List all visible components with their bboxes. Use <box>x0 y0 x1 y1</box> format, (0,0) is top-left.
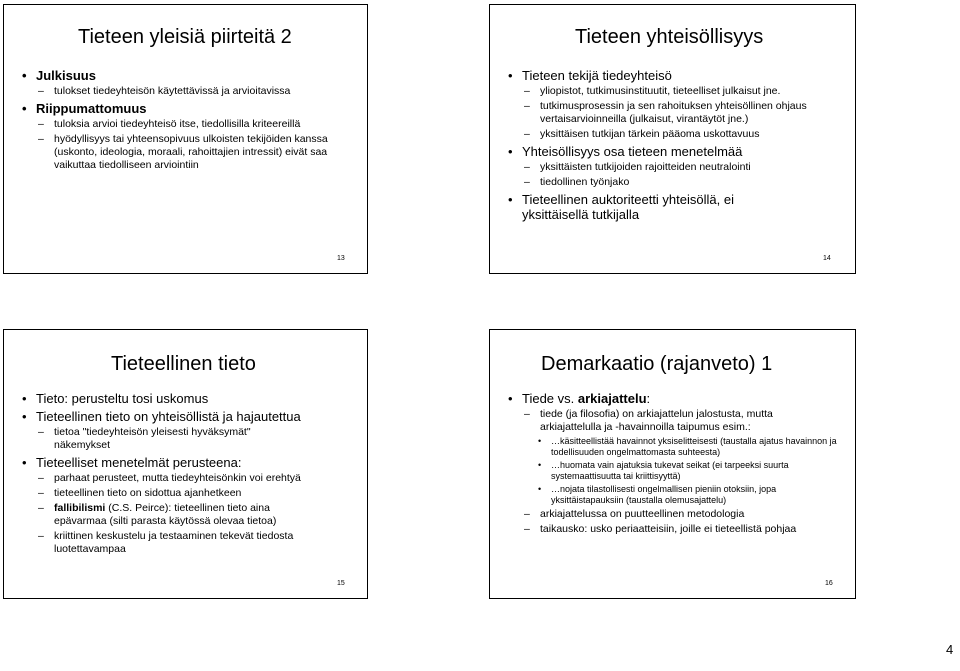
list-item: • …käsitteellistää havainnot yksiselitteisesti (taustalla ajatus havainnon ja todellisuuden ongelmattomasta suhteesta) <box>538 436 837 457</box>
dash-icon: – <box>524 85 530 97</box>
list-item: – parhaat perusteet, mutta tiedeyhteisönkin voi erehtyä <box>38 472 301 484</box>
dash-icon: – <box>524 161 530 173</box>
bullet-icon: • <box>22 409 27 424</box>
list-item: • Tieteellinen auktoriteetti yhteisöllä, ei yksittäisellä tutkijalla <box>508 192 734 222</box>
dash-icon: – <box>524 128 530 140</box>
dash-icon: – <box>38 487 44 499</box>
slide-number: 14 <box>823 255 831 262</box>
bullet-icon: • <box>22 391 27 406</box>
dash-icon: – <box>38 85 44 97</box>
bullet-icon: • <box>538 436 542 446</box>
dash-icon: – <box>38 530 44 542</box>
list-item: – tiede (ja filosofia) on arkiajattelun jalostusta, mutta arkiajattelulla ja -havainnoilla taipumus esim.: <box>524 408 773 433</box>
slide-body <box>508 388 843 536</box>
list-item: – fallibilismi (C.S. Peirce): tieteellinen tieto aina epävarmaa (silti parasta käytössä olevaa tietoa) <box>38 502 277 527</box>
list-item: • Julkisuus <box>22 68 96 83</box>
list-item: • Yhteisöllisyys osa tieteen menetelmää <box>508 144 743 159</box>
slide-title: Tieteellinen tieto <box>111 353 256 375</box>
bullet-icon: • <box>508 391 513 406</box>
slide-title: Demarkaatio (rajanveto) 1 <box>541 353 773 375</box>
slide-body <box>22 65 352 172</box>
list-item: • Tiede vs. arkiajattelu: <box>508 391 651 406</box>
bullet-icon: • <box>22 68 27 83</box>
dash-icon: – <box>38 426 44 438</box>
list-item: – tiedollinen työnjako <box>524 176 630 188</box>
dash-icon: – <box>524 176 530 188</box>
list-item: – yksittäisten tutkijoiden rajoitteiden neutralointi <box>524 161 751 173</box>
list-item: – tietoa "tiedeyhteisön yleisesti hyväksymät" näkemykset <box>38 426 251 451</box>
list-item: – arkiajattelussa on puutteellinen metodologia <box>524 508 745 520</box>
bullet-icon: • <box>538 484 542 494</box>
bullet-icon: • <box>508 144 513 159</box>
list-item: • Riippumattomuus <box>22 101 147 116</box>
bullet-icon: • <box>538 460 542 470</box>
dash-icon: – <box>38 133 44 145</box>
bullet-icon: • <box>22 455 27 470</box>
dash-icon: – <box>38 502 44 514</box>
slide-13 <box>3 4 368 274</box>
dash-icon: – <box>524 508 530 520</box>
dash-icon: – <box>38 118 44 130</box>
slide-title: Tieteen yhteisöllisyys <box>575 26 764 48</box>
slide-16 <box>489 329 856 599</box>
list-item: – tulokset tiedeyhteisön käytettävissä ja arvioitavissa <box>38 85 291 97</box>
list-item: – kriittinen keskustelu ja testaaminen tekevät tiedosta luotettavampaa <box>38 530 294 555</box>
slide-body <box>508 65 843 222</box>
list-item: – tieteellinen tieto on sidottua ajanhetkeen <box>38 487 242 499</box>
slide-15 <box>3 329 368 599</box>
list-item: • Tieto: perusteltu tosi uskomus <box>22 391 209 406</box>
list-item: • …nojata tilastollisesti ongelmallisen pieniin otoksiin, jopa yksittäistapauksiin (taustalla olemusajattelu) <box>538 484 777 505</box>
list-item: • …huomata vain ajatuksia tukevat seikat (ei tarpeeksi suurta systemaattisuutta tai kriittisyyttä) <box>538 460 789 481</box>
slide-number: 13 <box>337 255 345 262</box>
bullet-icon: • <box>508 68 513 83</box>
slide-14 <box>489 4 856 274</box>
list-item: • Tieteen tekijä tiedeyhteisö <box>508 68 672 83</box>
slide-number: 15 <box>337 580 345 587</box>
slide-body <box>22 388 357 556</box>
dash-icon: – <box>524 408 530 420</box>
dash-icon: – <box>524 100 530 112</box>
slide-title: Tieteen yleisiä piirteitä 2 <box>78 26 292 48</box>
list-item: – tuloksia arvioi tiedeyhteisö itse, tiedollisilla kriteereillä <box>38 118 301 130</box>
list-item: – yksittäisen tutkijan tärkein pääoma uskottavuus <box>524 128 760 140</box>
dash-icon: – <box>524 523 530 535</box>
list-item: • Tieteelliset menetelmät perusteena: <box>22 455 242 470</box>
dash-icon: – <box>38 472 44 484</box>
slide-number: 16 <box>825 580 833 587</box>
list-item: • Tieteellinen tieto on yhteisöllistä ja hajautettua <box>22 409 301 424</box>
bullet-icon: • <box>22 101 27 116</box>
list-item: – tutkimusprosessin ja sen rahoituksen yhteisöllinen ohjaus vertaisarvioinneilla (julkaisut, virantäytöt jne.) <box>524 100 807 125</box>
bullet-icon: • <box>508 192 513 207</box>
list-item: – yliopistot, tutkimusinstituutit, tieteelliset julkaisut jne. <box>524 85 781 97</box>
page-number: 4 <box>946 642 954 657</box>
list-item: – taikausko: usko periaatteisiin, joille ei tieteellistä pohjaa <box>524 523 797 535</box>
list-item: – hyödyllisyys tai yhteensopivuus ulkoisten tekijöiden kanssa (uskonto, ideologia, moraali, rahoittajien intressit) eivät saa vaikuttaa tiedolliseen arviointiin <box>38 133 328 171</box>
